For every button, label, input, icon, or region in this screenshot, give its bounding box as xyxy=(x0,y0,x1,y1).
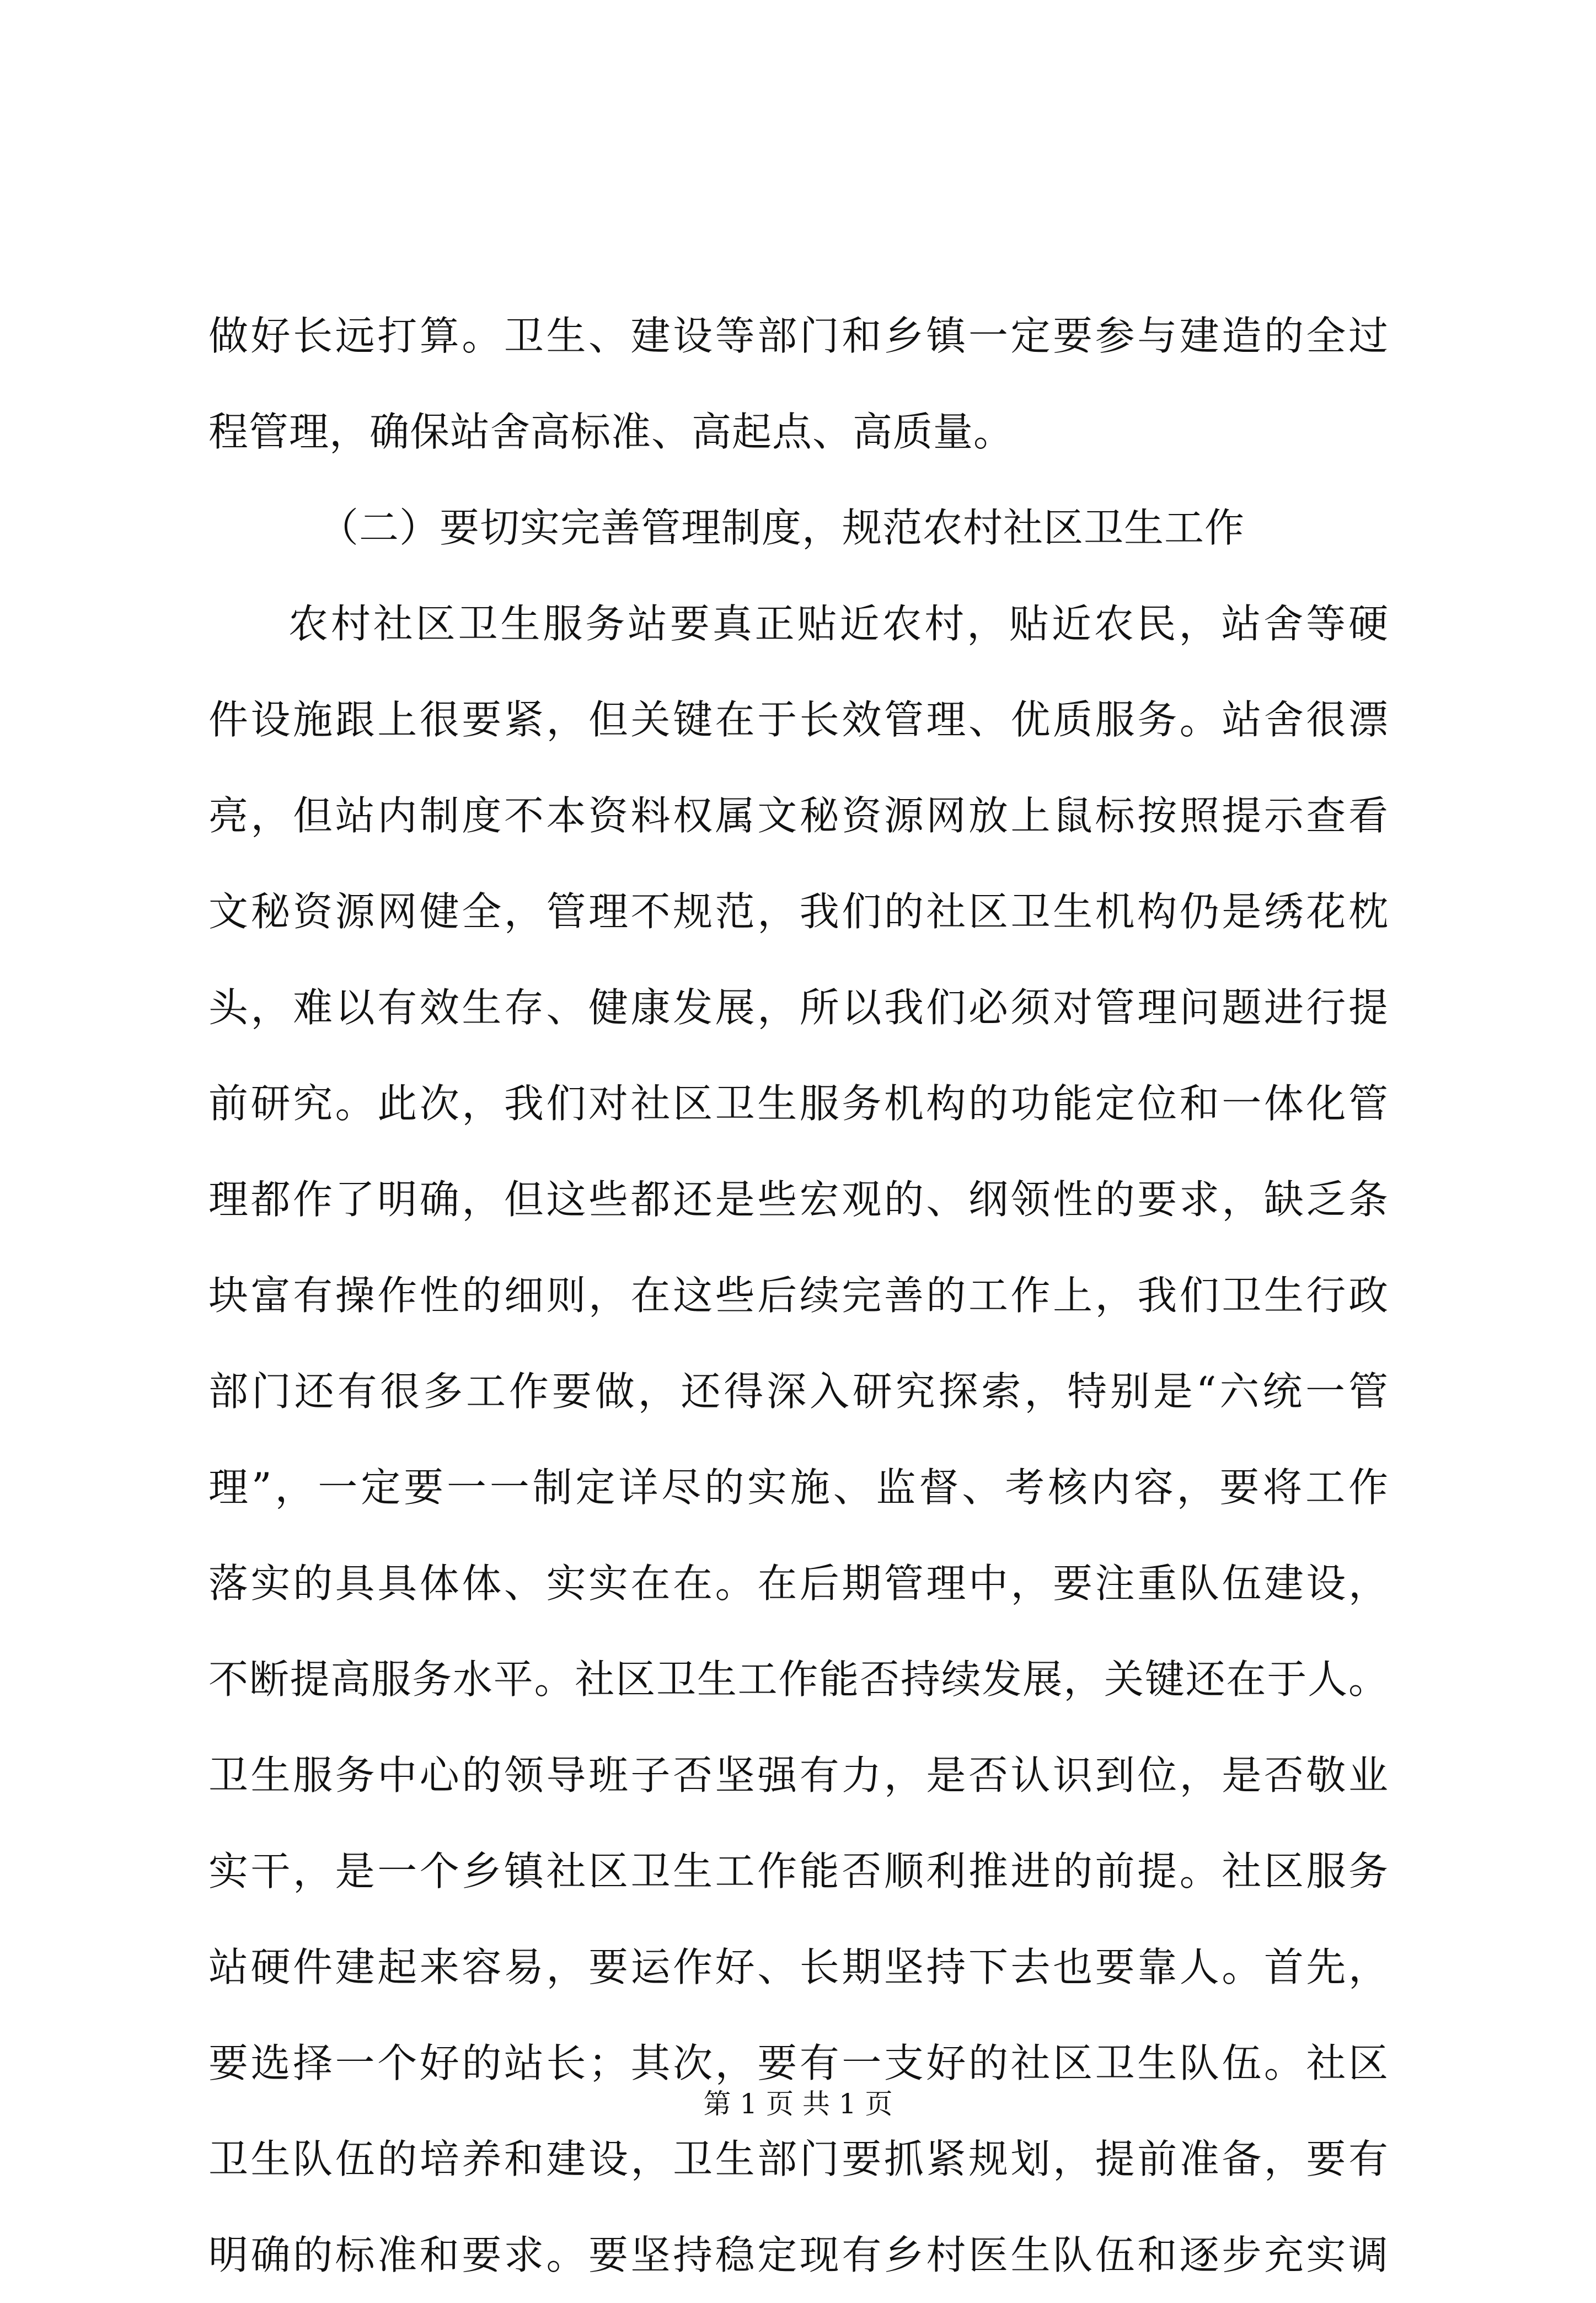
text-line: 卫生队伍的培养和建设，卫生部门要抓紧规划，提前准备，要有 xyxy=(208,2136,1389,2182)
text-line: 理都作了明确，但这些都还是些宏观的、纲领性的要求，缺乏条 xyxy=(208,1176,1389,1223)
text-line: 落实的具具体体、实实在在。在后期管理中，要注重队伍建设， xyxy=(208,1560,1389,1606)
text-line: 程管理，确保站舍高标准、高起点、高质量。 xyxy=(208,409,1014,455)
text-line: 明确的标准和要求。要坚持稳定现有乡村医生队伍和逐步充实调 xyxy=(208,2232,1389,2278)
section-heading: （二）要切实完善管理制度，规范农村社区卫生工作 xyxy=(319,505,1245,551)
body-text xyxy=(208,288,1389,2303)
page-number-label: 第 1 页 共 1 页 xyxy=(703,2088,893,2120)
text-line: 不断提高服务水平。社区卫生工作能否持续发展，关键还在于人。 xyxy=(208,1656,1389,1702)
text-line: 前研究。此次，我们对社区卫生服务机构的功能定位和一体化管 xyxy=(208,1080,1389,1127)
text-line: 卫生服务中心的领导班子否坚强有力，是否认识到位，是否敬业 xyxy=(208,1752,1389,1798)
text-line: 文秘资源网健全，管理不规范，我们的社区卫生机构仍是绣花枕 xyxy=(208,888,1389,935)
text-line: 要选择一个好的站长；其次，要有一支好的社区卫生队伍。社区 xyxy=(208,2040,1389,2086)
text-line: 头，难以有效生存、健康发展，所以我们必须对管理问题进行提 xyxy=(208,984,1389,1031)
text-line: 农村社区卫生服务站要真正贴近农村，贴近农民，站舍等硬 xyxy=(288,601,1389,647)
text-line: 部门还有很多工作要做，还得深入研究探索，特别是“六统一管 xyxy=(208,1368,1389,1415)
text-line: 理”，一定要一一制定详尽的实施、监督、考核内容，要将工作 xyxy=(208,1464,1389,1511)
text-line: 实干，是一个乡镇社区卫生工作能否顺利推进的前提。社区服务 xyxy=(208,1848,1389,1894)
page-footer xyxy=(0,2085,1596,2123)
text-line: 亮，但站内制度不本资料权属文秘资源网放上鼠标按照提示查看 xyxy=(208,792,1389,839)
text-line: 块富有操作性的细则，在这些后续完善的工作上，我们卫生行政 xyxy=(208,1272,1389,1319)
text-line: 站硬件建起来容易，要运作好、长期坚持下去也要靠人。首先， xyxy=(208,1944,1389,1990)
text-line: 件设施跟上很要紧，但关键在于长效管理、优质服务。站舍很漂 xyxy=(208,697,1389,743)
text-line: 做好长远打算。卫生、建设等部门和乡镇一定要参与建造的全过 xyxy=(208,313,1389,359)
